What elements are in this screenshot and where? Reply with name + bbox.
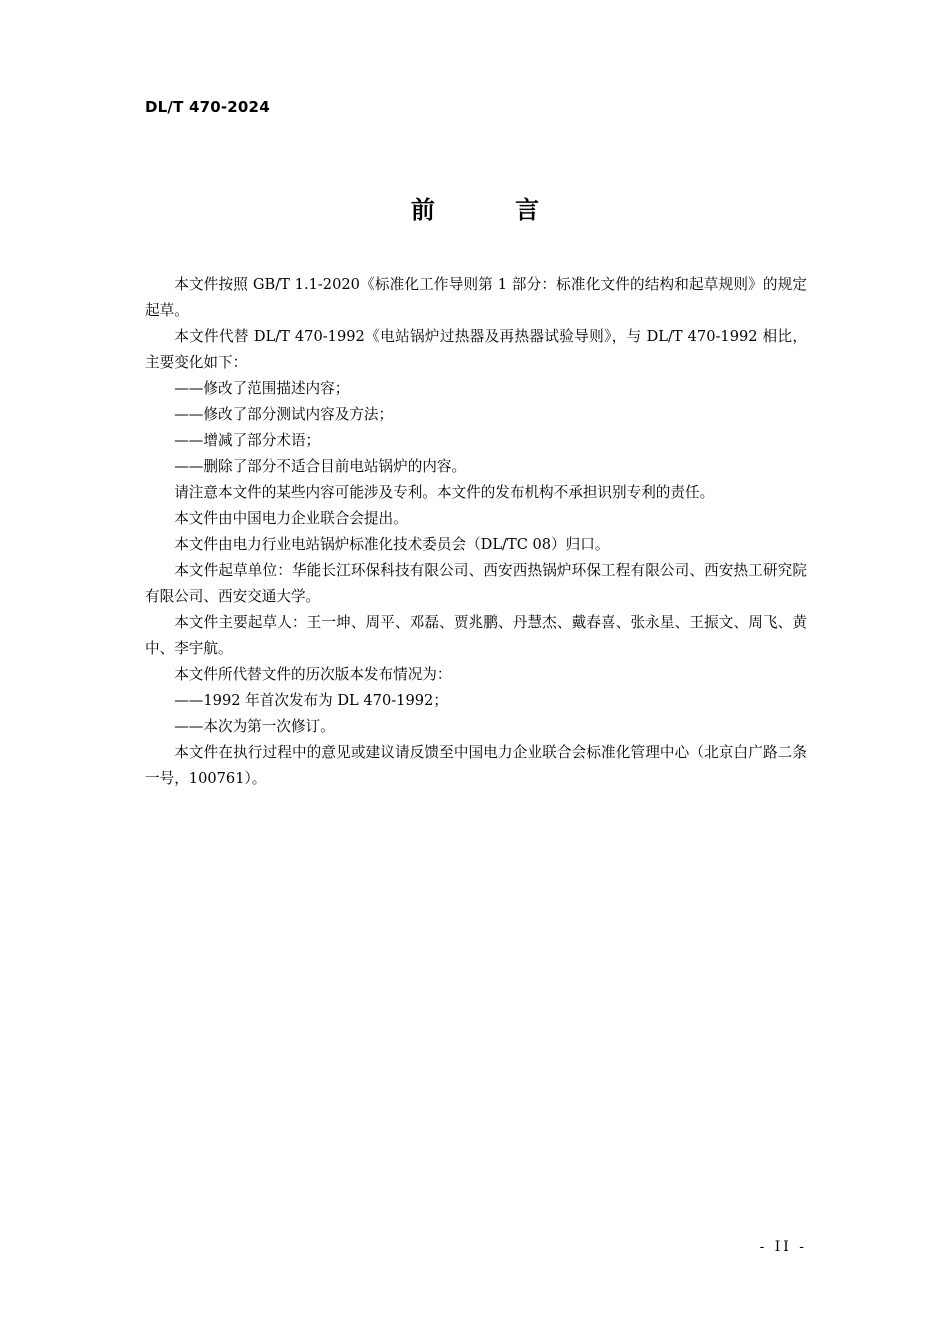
paragraph-proposer: 本文件由中国电力企业联合会提出。 <box>174 510 408 527</box>
change-item-test-methods: ——修改了部分测试内容及方法； <box>174 406 394 423</box>
paragraph-history-intro: 本文件所代替文件的历次版本发布情况为： <box>174 666 452 683</box>
paragraph-replacement: 本文件代替 DL/T 470-1992《电站锅炉过热器及再热器试验导则》，与 DL/T 470-1992 相比，主要变化如下： <box>145 328 807 371</box>
change-item-scope: ——修改了范围描述内容； <box>174 380 350 397</box>
paragraph-drafting-basis: 本文件按照 GB/T 1.1-2020《标准化工作导则第 1 部分：标准化文件的结构和起草规则》的规定起草。 <box>145 276 807 319</box>
document-code: DL/T 470-2024 <box>145 98 270 116</box>
history-item-1992: ——1992 年首次发布为 DL 470-1992； <box>174 692 448 709</box>
history-item-revision: ——本次为第一次修订。 <box>174 718 335 735</box>
change-item-removed-content: ——删除了部分不适合目前电站锅炉的内容。 <box>174 458 467 475</box>
paragraph-administrator: 本文件由电力行业电站锅炉标准化技术委员会（DL/TC 08）归口。 <box>174 536 610 553</box>
paragraph-drafting-units: 本文件起草单位：华能长江环保科技有限公司、西安西热锅炉环保工程有限公司、西安热工研究院有限公司、西安交通大学。 <box>145 562 807 605</box>
paragraph-drafters: 本文件主要起草人：王一坤、周平、邓磊、贾兆鹏、丹慧杰、戴春喜、张永星、王振文、周飞、黄中、李宇航。 <box>145 614 807 657</box>
paragraph-feedback: 本文件在执行过程中的意见或建议请反馈至中国电力企业联合会标准化管理中心（北京白广路二条一号，100761）。 <box>145 744 807 787</box>
page-number: - II - <box>759 1239 807 1255</box>
foreword-body <box>145 272 807 792</box>
page-title: 前 言 <box>410 196 576 224</box>
change-item-terms: ——增减了部分术语； <box>174 432 321 449</box>
paragraph-patent-notice: 请注意本文件的某些内容可能涉及专利。本文件的发布机构不承担识别专利的责任。 <box>174 484 715 501</box>
